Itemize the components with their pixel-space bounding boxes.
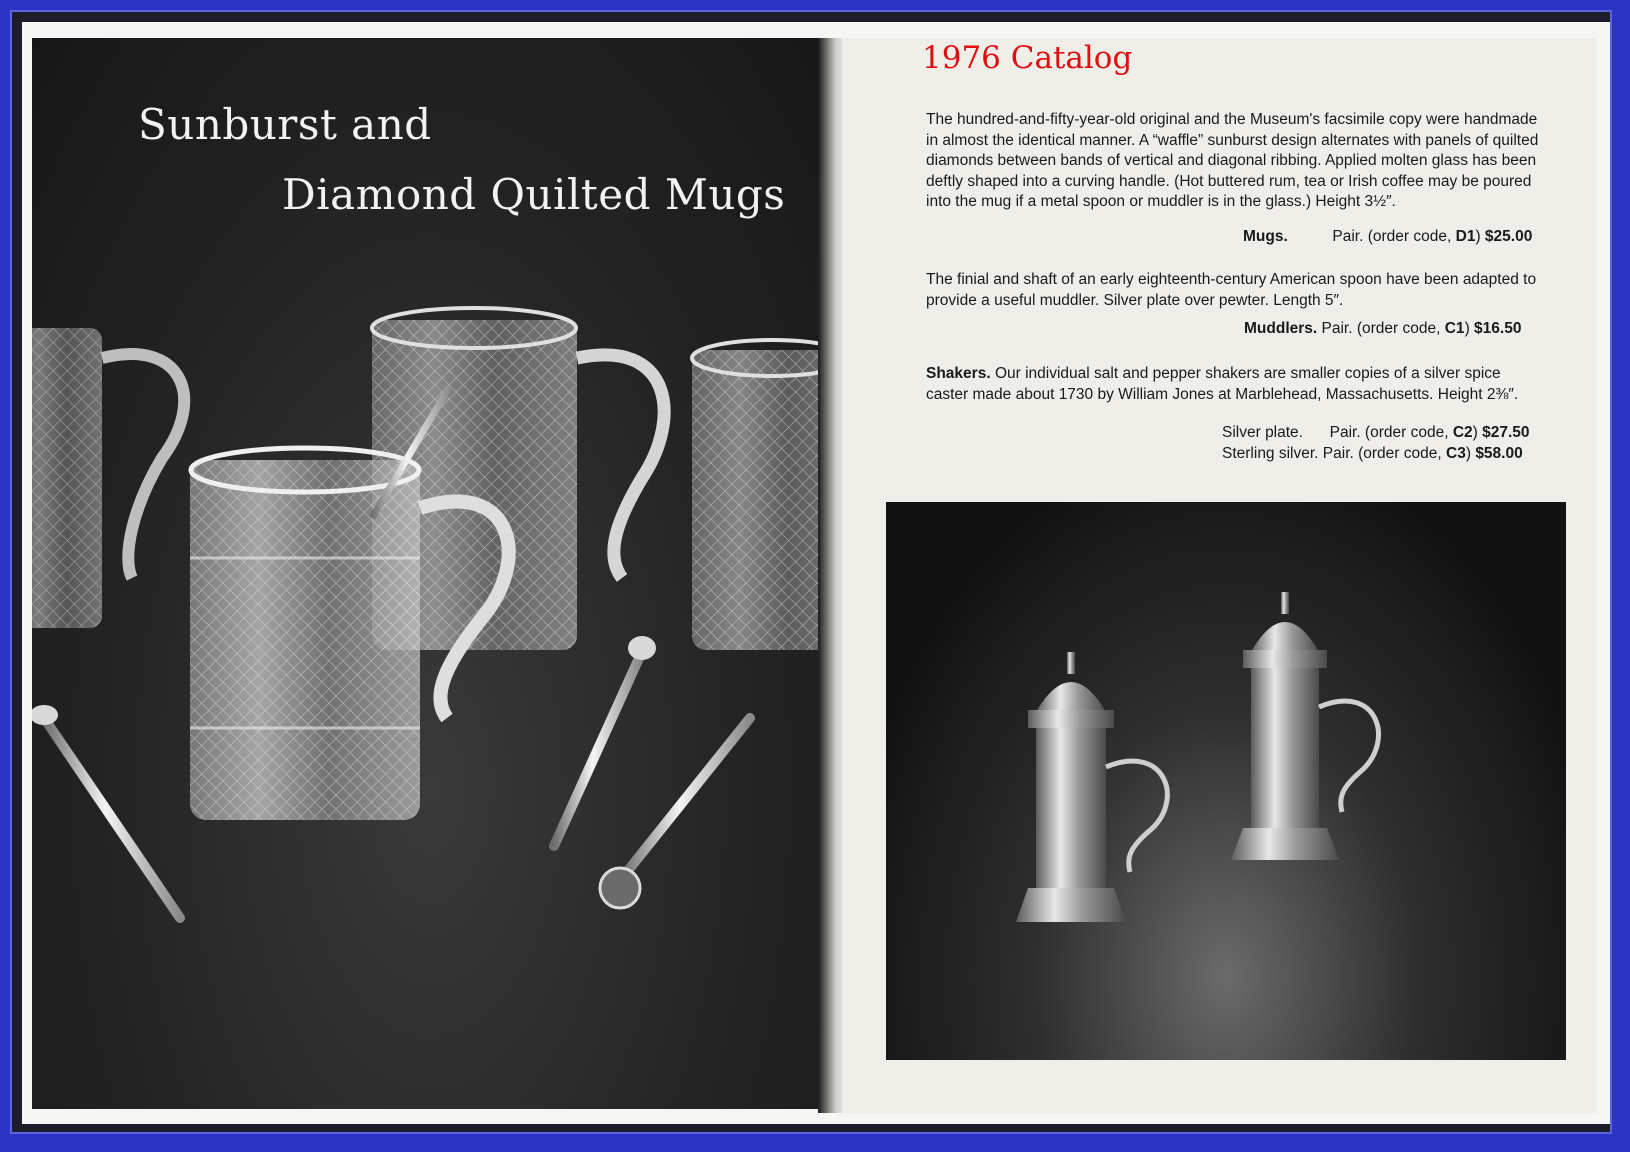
shakers-photo (886, 502, 1566, 1060)
mug-right-cropped (692, 340, 829, 650)
mug-left-cropped (32, 328, 184, 628)
shakers-description-block (926, 364, 1546, 405)
shakers-description: Our individual salt and pepper shakers are smaller copies of a silver spice caster made about 1730 by William Jones at Marblehead, Massachusetts. Height 2⅜″. (926, 365, 1519, 403)
salt-shaker (1016, 652, 1167, 922)
shakers-illustration (886, 502, 1566, 1060)
mugs-name: Mugs. (1243, 228, 1288, 245)
mugs-code: D1 (1455, 228, 1476, 245)
title-line-1: Sunburst and (138, 100, 432, 149)
shakers-option-code: C3 (1446, 445, 1466, 462)
mugs-price-line: Mugs. Pair. (order code, D1) $25.00 (1243, 228, 1533, 245)
shakers-option-label: Silver plate. (1222, 424, 1303, 441)
mugs-description: The hundred-and-fifty-year-old original and the Museum's facsimile copy were handmade in almost the identical manner. A “waffle” sunburst design alternates with panels of quilted diamonds between bands of vertical and diagonal ribbing. Applied molten glass has been deftly shaped into a curving handle. (Hot buttered rum, tea or Irish coffee may be poured into the mug if a metal spoon or muddler is in the glass.) Height 3½″. (926, 111, 1539, 210)
pepper-shaker (1231, 592, 1379, 860)
muddlers-description: The finial and shaft of an early eighteenth-century American spoon have been adapted to provide a useful muddler. Silver plate over pewter. Length 5″. (926, 271, 1537, 309)
shakers-sterling-line: Sterling silver. Pair. (order code, C3) $58.00 (1222, 445, 1523, 462)
shakers-option-pair: Pair. (order code, (1329, 424, 1449, 441)
shakers-option-code: C2 (1452, 424, 1473, 441)
muddlers-name: Muddlers. (1244, 320, 1318, 337)
shakers-option-price: $27.50 (1482, 424, 1530, 441)
mugs-price: $25.00 (1484, 228, 1533, 245)
muddlers-pair: Pair. (order code, (1321, 320, 1441, 337)
left-page-photo (32, 38, 829, 1109)
shakers-option-price: $58.00 (1475, 445, 1523, 462)
muddlers-price: $16.50 (1474, 320, 1522, 337)
shakers-name: Shakers. (926, 365, 991, 382)
shakers-option-pair: Pair. (order code, (1322, 445, 1442, 462)
mugs-pair: Pair. (order code, (1332, 228, 1452, 245)
shakers-silver-plate-line: Silver plate. Pair. (order code, C2) $27.50 (1222, 424, 1530, 441)
shakers-option-label: Sterling silver. (1222, 445, 1319, 462)
muddlers-price-line: Muddlers. Pair. (order code, C1) $16.50 (1244, 320, 1522, 337)
title-line-2: Diamond Quilted Mugs (282, 170, 786, 219)
catalog-year-label: 1976 Catalog (922, 40, 1133, 76)
muddlers-code: C1 (1444, 320, 1465, 337)
